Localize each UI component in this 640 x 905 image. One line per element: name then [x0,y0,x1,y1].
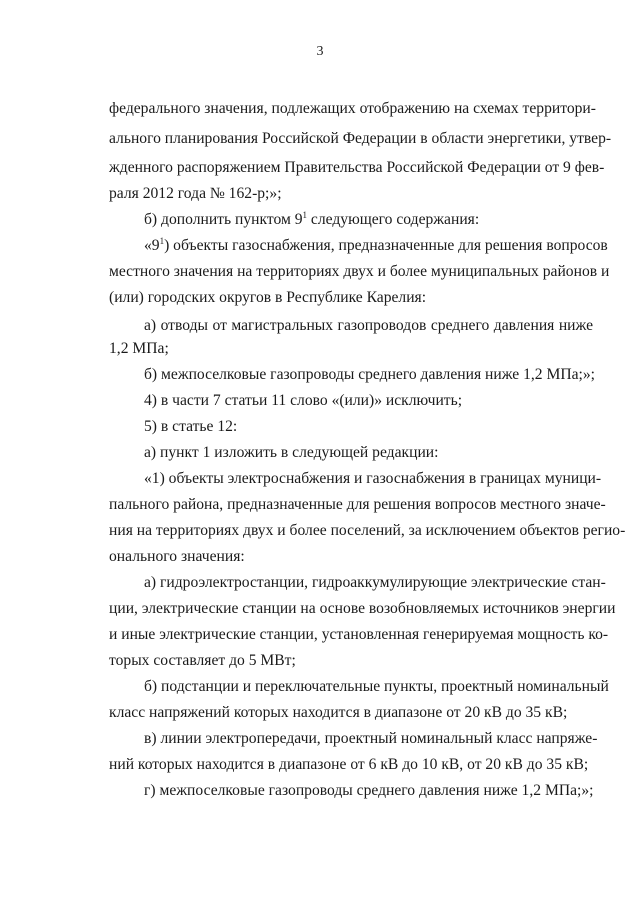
text-fragment: следующего содержания: [307,211,480,228]
text-line: онального значения: [109,548,245,565]
text-line: жденного распоряжением Правительства Российской Федерации от 9 фев- [109,159,605,176]
superscript: 1 [302,210,308,220]
text-line: пального района, предназначенные для решения вопросов местного значе- [109,496,606,513]
text-line: (или) городских округов в Республике Карелия: [109,289,427,306]
text-line [144,210,640,230]
text-line: а) гидроэлектростанции, гидроаккумулирующие электрические стан- [144,574,606,591]
text-fragment: «9 [144,237,160,254]
text-line: ального планирования Российской Федерации в области энергетики, утвер- [109,130,612,147]
text-line: ний которых находится в диапазоне от 6 кВ до 10 кВ, от 20 кВ до 35 кВ; [109,756,589,773]
text-line: раля 2012 года № 162-р;»; [109,185,282,202]
page-number: 3 [316,44,324,59]
text-line [144,236,608,256]
text-line: а) отводы от магистральных газопроводов среднего давления ниже [144,317,593,334]
text-line: торых составляет до 5 МВт; [109,652,296,669]
text-line: в) линии электропередачи, проектный номинальный класс напряже- [144,730,598,747]
text-line: б) межпоселковые газопроводы среднего давления ниже 1,2 МПа;»; [144,366,595,383]
text-line: г) межпоселковые газопроводы среднего давления ниже 1,2 МПа;»; [144,782,594,799]
superscript: 1 [159,236,165,246]
text-line: класс напряжений которых находится в диапазоне от 20 кВ до 35 кВ; [109,704,568,721]
text-fragment: б) дополнить пунктом 9 [144,211,303,228]
text-line: б) подстанции и переключательные пункты, проектный номинальный [144,678,609,695]
text-line: местного значения на территориях двух и более муниципальных районов и [109,263,610,280]
text-line: 1,2 МПа; [109,340,169,357]
text-line: «1) объекты электроснабжения и газоснабжения в границах муници- [144,470,602,487]
text-line: 5) в статье 12: [144,418,238,435]
text-line: ции, электрические станции на основе возобновляемых источников энергии [109,600,616,617]
text-line: и иные электрические станции, установленная генерируемая мощность ко- [109,626,609,643]
text-line: 4) в части 7 статьи 11 слово «(или)» исключить; [144,392,463,409]
text-line: а) пункт 1 изложить в следующей редакции: [144,444,439,461]
text-line: федерального значения, подлежащих отображению на схемах территори- [109,100,596,117]
text-fragment: ) объекты газоснабжения, предназначенные для решения вопросов [164,237,608,254]
text-line: ния на территориях двух и более поселений, за исключением объектов регио- [109,522,626,539]
